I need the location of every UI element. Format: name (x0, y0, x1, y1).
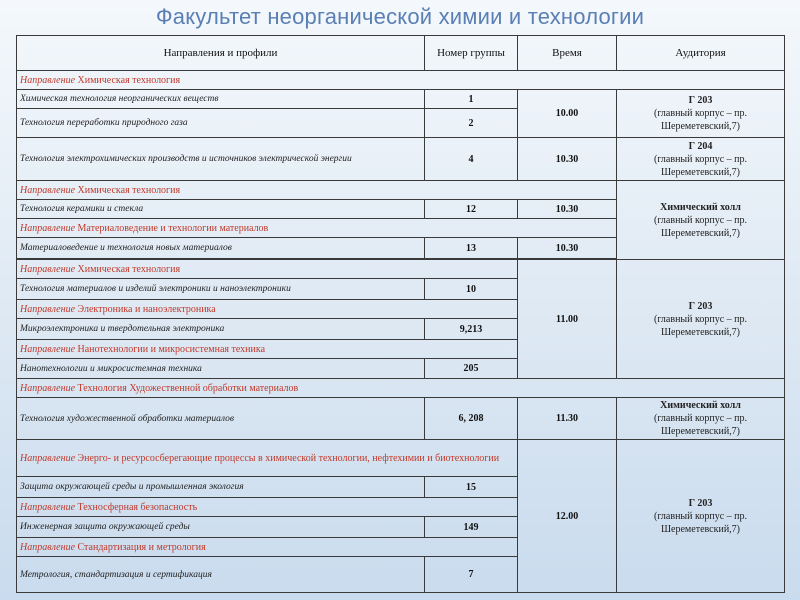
direction-prefix: Направление (20, 541, 76, 553)
time-cell: 10.30 (518, 238, 617, 259)
direction-heading (17, 440, 518, 477)
direction-name: Технология Художественной обработки материалов (77, 382, 299, 394)
room-address: Шереметевский,7) (660, 523, 741, 535)
room-cell (617, 398, 785, 440)
direction-name: Энерго- и ресурсосберегающие процессы в химической технологии, нефтехимии и биотехнологии (77, 452, 500, 464)
profile-name: Технология художественной обработки материалов (17, 398, 425, 440)
room-name: Химический холл (660, 201, 741, 213)
group-number: 6, 208 (425, 398, 518, 440)
room-location: (главный корпус – пр. (654, 153, 747, 165)
time-cell: 11.00 (518, 260, 617, 379)
direction-heading (17, 181, 617, 200)
group-number: 12 (425, 200, 518, 219)
profile-name: Технология электрохимических производств и источников электрической энергии (17, 138, 425, 181)
direction-name: Химическая технология (77, 263, 181, 275)
table-row (17, 260, 785, 279)
room-name: Г 203 (688, 95, 713, 106)
direction-prefix: Направление (20, 184, 76, 196)
room-address: Шереметевский,7) (660, 121, 741, 132)
room-location: (главный корпус – пр. (654, 108, 747, 119)
header-room: Аудитория (617, 36, 785, 71)
page-title: Факультет неорганической химии и технологии (155, 4, 645, 29)
room-address: Шереметевский,7) (660, 426, 741, 437)
direction-name: Химическая технология (77, 74, 181, 86)
room-cell (617, 440, 785, 593)
group-number: 2 (425, 109, 518, 138)
group-number: 15 (425, 477, 518, 498)
direction-heading (17, 300, 518, 319)
room-name: Г 204 (688, 140, 713, 152)
time-cell: 10.00 (518, 90, 617, 138)
direction-heading (17, 71, 785, 90)
direction-prefix: Направление (20, 263, 76, 275)
direction-heading (17, 498, 518, 517)
room-address: Шереметевский,7) (660, 166, 741, 178)
room-cell (617, 181, 785, 260)
time-cell: 10.30 (518, 138, 617, 181)
direction-name: Техносферная безопасность (77, 501, 198, 513)
profile-name: Инженерная защита окружающей среды (17, 517, 425, 538)
table-row (17, 379, 785, 398)
table-row (17, 138, 785, 181)
room-cell (617, 260, 785, 379)
table-row (17, 398, 785, 440)
profile-name: Химическая технология неорганических веществ (17, 90, 425, 109)
group-number: 10 (425, 279, 518, 300)
group-number: 1 (425, 90, 518, 109)
direction-prefix: Направление (20, 452, 76, 464)
table-row (17, 440, 785, 477)
direction-name: Материаловедение и технологии материалов (77, 222, 269, 234)
time-cell: 11.30 (518, 398, 617, 440)
time-cell: 10.30 (518, 200, 617, 219)
room-cell (617, 90, 785, 138)
direction-prefix: Направление (20, 343, 76, 355)
schedule-table (16, 35, 785, 593)
header-row (17, 36, 785, 71)
group-number: 13 (425, 238, 518, 259)
room-name: Г 203 (688, 497, 713, 509)
room-address: Шереметевский,7) (660, 326, 741, 338)
profile-name: Метрология, стандартизация и сертификация (17, 557, 425, 593)
direction-heading (17, 379, 785, 398)
header-group: Номер группы (425, 36, 518, 71)
direction-name: Нанотехнологии и микросистемная техника (77, 343, 266, 355)
group-number: 9,213 (425, 319, 518, 340)
time-cell: 12.00 (518, 440, 617, 593)
group-number: 7 (425, 557, 518, 593)
direction-prefix: Направление (20, 382, 76, 394)
table-row (17, 90, 785, 109)
table-row (17, 71, 785, 90)
room-location: (главный корпус – пр. (654, 214, 747, 226)
direction-prefix: Направление (20, 222, 76, 234)
room-address: Шереметевский,7) (660, 227, 741, 239)
profile-name: Материаловедение и технология новых материалов (17, 238, 425, 259)
table-row (17, 181, 785, 200)
profile-name: Нанотехнологии и микросистемная техника (17, 359, 425, 379)
group-number: 205 (425, 359, 518, 379)
profile-name: Технология керамики и стекла (17, 200, 425, 219)
profile-name: Защита окружающей среды и промышленная экология (17, 477, 425, 498)
profile-name: Микроэлектроника и твердотельная электроника (17, 319, 425, 340)
direction-name: Химическая технология (77, 184, 181, 196)
group-number: 149 (425, 517, 518, 538)
direction-name: Электроника и наноэлектроника (77, 303, 216, 315)
direction-name: Стандартизация и метрология (77, 541, 206, 553)
header-time: Время (518, 36, 617, 71)
direction-heading (17, 340, 518, 359)
profile-name: Технология переработки природного газа (17, 109, 425, 138)
direction-heading (17, 219, 617, 238)
room-location: (главный корпус – пр. (654, 510, 747, 522)
direction-prefix: Направление (20, 74, 76, 86)
room-location: (главный корпус – пр. (654, 313, 747, 325)
room-cell (617, 138, 785, 181)
group-number: 4 (425, 138, 518, 181)
room-name: Г 203 (688, 300, 713, 312)
direction-prefix: Направление (20, 501, 76, 513)
room-name: Химический холл (660, 400, 741, 411)
header-directions: Направления и профили (17, 36, 425, 71)
direction-prefix: Направление (20, 303, 76, 315)
direction-heading (17, 538, 518, 557)
room-location: (главный корпус – пр. (654, 413, 747, 424)
direction-heading (17, 260, 518, 279)
profile-name: Технология материалов и изделий электроники и наноэлектроники (17, 279, 425, 300)
